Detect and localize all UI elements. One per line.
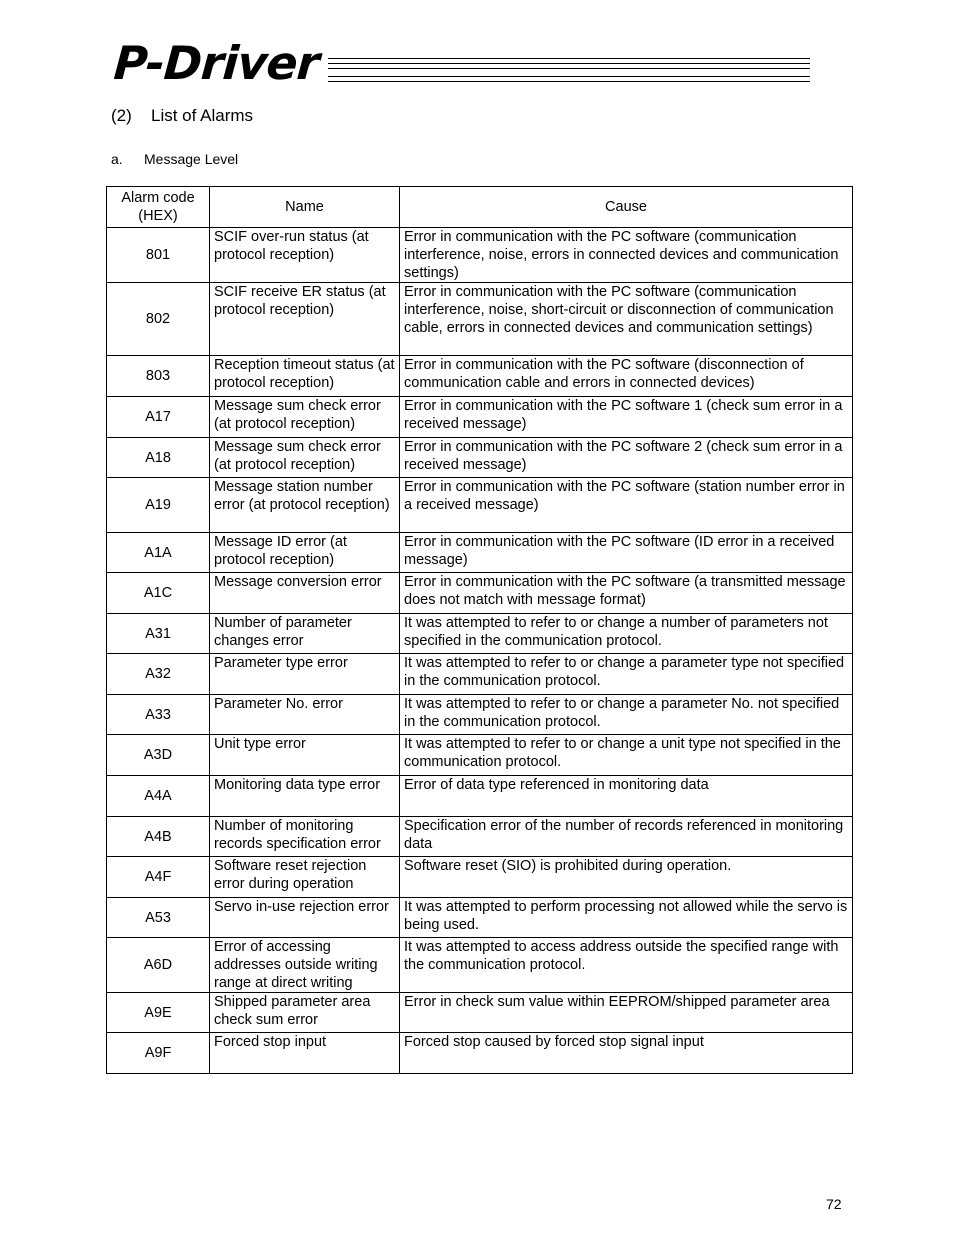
- table-row: [107, 283, 853, 356]
- alarm-cause-cell: It was attempted to refer to or change a number of parameters not specified in the communication protocol.: [400, 614, 853, 654]
- alarm-cause-cell: Error in communication with the PC software (a transmitted message does not match with message format): [400, 573, 853, 614]
- alarm-code-cell: A1A: [107, 533, 210, 573]
- alarm-name-cell: Forced stop input: [210, 1033, 400, 1074]
- alarm-cause-cell: Software reset (SIO) is prohibited during operation.: [400, 857, 853, 898]
- table-row: [107, 654, 853, 695]
- alarm-cause-cell: It was attempted to perform processing not allowed while the servo is being used.: [400, 898, 853, 938]
- alarm-code-cell: 802: [107, 283, 210, 356]
- alarm-cause-cell: Error in communication with the PC software 1 (check sum error in a received message): [400, 397, 853, 438]
- alarm-name-cell: Monitoring data type error: [210, 776, 400, 817]
- alarm-name-cell: Parameter No. error: [210, 695, 400, 735]
- alarm-cause-cell: Error of data type referenced in monitoring data: [400, 776, 853, 817]
- alarm-name-cell: Number of parameter changes error: [210, 614, 400, 654]
- alarm-code-cell: 801: [107, 228, 210, 283]
- alarm-code-cell: A9E: [107, 993, 210, 1033]
- alarm-name-cell: Number of monitoring records specification error: [210, 817, 400, 857]
- alarm-code-cell: A3D: [107, 735, 210, 776]
- table-header-row: [107, 187, 853, 228]
- alarm-name-cell: SCIF over-run status (at protocol reception): [210, 228, 400, 283]
- alarm-cause-cell: Error in communication with the PC software (station number error in a received message): [400, 478, 853, 533]
- alarm-cause-cell: Error in communication with the PC software (communication interference, noise, short-circuit or disconnection of communication cable, errors in connected devices and communication settings): [400, 283, 853, 356]
- subsection-heading: [111, 150, 238, 168]
- alarm-name-cell: Message sum check error (at protocol reception): [210, 397, 400, 438]
- alarm-code-cell: 803: [107, 356, 210, 397]
- table-row: [107, 817, 853, 857]
- table-row: [107, 898, 853, 938]
- alarm-name-cell: Reception timeout status (at protocol reception): [210, 356, 400, 397]
- table-row: [107, 573, 853, 614]
- subsection-title: Message Level: [144, 151, 239, 167]
- alarm-cause-cell: It was attempted to refer to or change a unit type not specified in the communication protocol.: [400, 735, 853, 776]
- alarm-code-cell: A31: [107, 614, 210, 654]
- alarm-name-cell: SCIF receive ER status (at protocol reception): [210, 283, 400, 356]
- table-row: [107, 993, 853, 1033]
- alarm-code-cell: A4B: [107, 817, 210, 857]
- alarm-rows: [107, 228, 853, 1074]
- alarm-code-cell: A33: [107, 695, 210, 735]
- table-row: [107, 356, 853, 397]
- column-header-name: Name: [210, 187, 400, 228]
- alarm-name-cell: Message sum check error (at protocol reception): [210, 438, 400, 478]
- table-row: [107, 397, 853, 438]
- alarm-name-cell: Shipped parameter area check sum error: [210, 993, 400, 1033]
- table-row: [107, 776, 853, 817]
- alarm-name-cell: Message conversion error: [210, 573, 400, 614]
- table-row: [107, 438, 853, 478]
- alarm-code-cell: A9F: [107, 1033, 210, 1074]
- table-row: [107, 735, 853, 776]
- table-row: [107, 938, 853, 993]
- alarm-cause-cell: It was attempted to access address outside the specified range with the communication protocol.: [400, 938, 853, 993]
- alarm-name-cell: Error of accessing addresses outside writing range at direct writing: [210, 938, 400, 993]
- alarm-code-cell: A19: [107, 478, 210, 533]
- section-number: (2): [111, 106, 132, 125]
- column-header-cause: Cause: [400, 187, 853, 228]
- alarm-cause-cell: Forced stop caused by forced stop signal input: [400, 1033, 853, 1074]
- alarm-code-cell: A32: [107, 654, 210, 695]
- alarm-cause-cell: It was attempted to refer to or change a parameter type not specified in the communication protocol.: [400, 654, 853, 695]
- header-rule-lines: [328, 58, 810, 84]
- alarm-name-cell: Unit type error: [210, 735, 400, 776]
- table-row: [107, 857, 853, 898]
- alarm-code-cell: A17: [107, 397, 210, 438]
- page-number: 72: [826, 1196, 842, 1212]
- section-heading: [111, 106, 253, 126]
- alarm-cause-cell: Error in communication with the PC software 2 (check sum error in a received message): [400, 438, 853, 478]
- alarm-name-cell: Software reset rejection error during operation: [210, 857, 400, 898]
- alarm-cause-cell: Error in communication with the PC software (disconnection of communication cable and errors in connected devices): [400, 356, 853, 397]
- alarm-code-cell: A1C: [107, 573, 210, 614]
- table-row: [107, 695, 853, 735]
- alarm-code-cell: A18: [107, 438, 210, 478]
- alarm-cause-cell: Error in communication with the PC software (communication interference, noise, errors in connected devices and communication settings): [400, 228, 853, 283]
- alarm-list-table: [106, 186, 853, 1074]
- table-row: [107, 478, 853, 533]
- section-title: List of Alarms: [151, 106, 254, 125]
- alarm-code-cell: A4A: [107, 776, 210, 817]
- alarm-name-cell: Parameter type error: [210, 654, 400, 695]
- column-header-alarm-code: Alarm code (HEX): [107, 187, 210, 228]
- alarm-name-cell: Message station number error (at protocol reception): [210, 478, 400, 533]
- alarm-cause-cell: Error in communication with the PC software (ID error in a received message): [400, 533, 853, 573]
- alarm-name-cell: Servo in-use rejection error: [210, 898, 400, 938]
- table-row: [107, 614, 853, 654]
- alarm-code-cell: A53: [107, 898, 210, 938]
- alarm-code-cell: A6D: [107, 938, 210, 993]
- table-row: [107, 533, 853, 573]
- table-row: [107, 228, 853, 283]
- subsection-number: a.: [111, 151, 123, 167]
- table-row: [107, 1033, 853, 1074]
- p-driver-logo: P-Driver: [112, 36, 321, 90]
- alarm-name-cell: Message ID error (at protocol reception): [210, 533, 400, 573]
- alarm-code-cell: A4F: [107, 857, 210, 898]
- alarm-cause-cell: Specification error of the number of records referenced in monitoring data: [400, 817, 853, 857]
- alarm-cause-cell: It was attempted to refer to or change a parameter No. not specified in the communication protocol.: [400, 695, 853, 735]
- alarm-cause-cell: Error in check sum value within EEPROM/shipped parameter area: [400, 993, 853, 1033]
